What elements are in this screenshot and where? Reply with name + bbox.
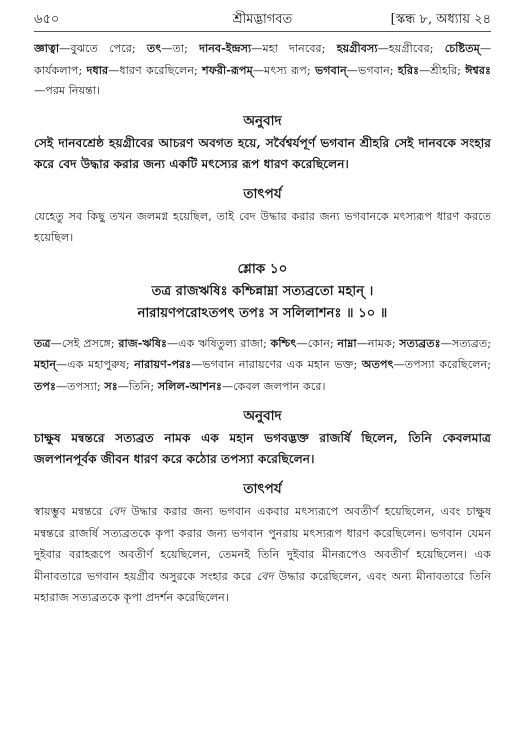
- gloss-term: সঃ: [104, 378, 118, 393]
- text-run: —এক মহাপুরুষ;: [56, 358, 135, 371]
- gloss-term: রাজ-ঋষিঃ: [118, 335, 167, 350]
- text-run: উদ্ধার করেছিলেন, এবং অন্য মীনাবতারে তিনি মহারাজ সত্যব্রতকে কৃপা প্রদর্শন করেছিলেন।: [34, 569, 491, 604]
- word-gloss-10: [34, 333, 491, 398]
- text-run: —মহা দানবের;: [251, 42, 337, 55]
- page-header: [34, 10, 491, 32]
- text-run: —মৎস্য রূপ;: [252, 63, 315, 77]
- verse-line-1: তত্র রাজঋষিঃ কশ্চিন্নাম্না সত্যব্রতো মহান্ ।: [151, 283, 374, 299]
- gloss-term: মহান্: [34, 357, 57, 371]
- text-run: —নামক;: [356, 336, 400, 350]
- gloss-term: নারায়ণ-পরঃ: [134, 357, 192, 371]
- text-run: —পরম নিয়ন্তা।: [34, 84, 101, 97]
- gloss-term: তপঃ: [34, 378, 56, 393]
- translation-heading-9: অনুবাদ: [243, 112, 282, 129]
- text-run: —ভগবান নারায়ণের এক মহান ভক্ত;: [191, 358, 362, 371]
- purport-heading-9: তাৎপর্য: [243, 185, 282, 202]
- text-run: —কোন;: [296, 336, 338, 350]
- text-run: —শ্রীহরি;: [419, 63, 466, 77]
- translation-9: সেই দানবশ্রেষ্ঠ হয়গ্রীবের আচরণ অবগত হয়ে, সর্বৈশ্বর্যপূর্ণ ভগবান শ্রীহরি সেই দানবকে সংহার করে বেদ উদ্ধার করার জন্য একটি মৎস্যের রূপ ধারণ করেছিলেন।: [34, 135, 491, 171]
- page-content: [34, 38, 491, 609]
- gloss-term: সত্যব্রতঃ: [399, 335, 441, 350]
- gloss-term: দানব-ইন্দ্রস্য: [199, 41, 252, 55]
- italic-term: বেদ: [108, 505, 126, 518]
- gloss-term: ভগবান্: [314, 62, 347, 77]
- gloss-term: দধার: [86, 62, 109, 77]
- text-run: —বুঝতে পেরে;: [59, 42, 147, 55]
- book-title: শ্রীমদ্ভাগবত: [232, 12, 293, 27]
- translation-10: চাক্ষুষ মন্বন্তরে সত্যব্রত নামক এক মহান ভগবদ্ভক্ত রাজর্ষি ছিলেন, তিনি কেবলমাত্র জলপানপূর্বক জীবন ধারণ করে কঠোর তপস্যা করেছিলেন।: [34, 431, 491, 466]
- text-run: —ধারণ করেছিলেন;: [108, 63, 203, 77]
- purport-9: যেহেতু সব কিছু তখন জলমগ্ন হয়েছিল, তাই বেদ উদ্ধার করার জন্য ভগবানকে মৎস্যরূপ ধারণ করতে হয়েছিল।: [34, 209, 491, 244]
- text-run: —এক ঋষিতুল্য রাজা;: [166, 336, 271, 350]
- text-run: —তপস্যা;: [55, 379, 105, 393]
- text-run: —সেই প্রসঙ্গে;: [50, 336, 119, 350]
- gloss-term: হরিঃ: [397, 62, 420, 77]
- translation-heading-10: অনুবাদ: [243, 408, 282, 424]
- header-divider: [34, 31, 491, 32]
- page-number: ৬৫০: [34, 12, 60, 27]
- gloss-term: হয়গ্রীবস্য: [336, 41, 378, 55]
- gloss-term: শফরী-রূপম্: [202, 62, 253, 77]
- text-run: —সত্যব্রত;: [440, 336, 491, 350]
- gloss-term: ঈশ্বরঃ: [465, 62, 492, 77]
- gloss-term: চেষ্টিতম্: [444, 41, 480, 55]
- sloka-heading-10: শ্লোক ১০: [237, 260, 288, 277]
- verse-line-2: নারায়ণপরোঽতপৎ তপঃ স সলিলাশনঃ ॥ ১০ ॥: [137, 305, 388, 321]
- italic-term: বেদ: [256, 569, 274, 583]
- gloss-term: তত্র: [34, 335, 51, 350]
- gloss-term: কশ্চিৎ: [270, 335, 297, 350]
- text-run: —ভগবান;: [346, 63, 398, 77]
- text-run: —কার্যকলাপ;: [34, 42, 492, 77]
- text-run: —তিনি;: [117, 379, 158, 393]
- purport-heading-10: তাৎপর্য: [243, 481, 282, 497]
- gloss-term: জ্ঞাত্বা: [34, 41, 60, 55]
- chapter-reference: [স্কন্ধ ৮, অধ্যায় ২৪: [390, 12, 491, 27]
- gloss-term: নাম্না: [337, 335, 357, 350]
- gloss-term: তৎ: [146, 41, 162, 55]
- text-run: —তপস্যা করেছিলেন;: [393, 358, 491, 371]
- word-gloss-9: [34, 38, 491, 102]
- text-run: স্বায়ম্ভুব মন্বন্তরে: [34, 505, 109, 518]
- text-run: —হয়গ্রীবের;: [377, 42, 445, 55]
- text-run: —তা;: [161, 42, 200, 55]
- purport-10: [34, 501, 491, 609]
- text-run: —কেবল জলপান করে।: [221, 379, 326, 393]
- text-run: উদ্ধার করার জন্য ভগবান একবার মৎস্যরূপে অবতীর্ণ হয়েছিলেন, এবং চাক্ষুষ মন্বন্তরে রাজর্ষি সত্যব্রতকে কৃপা করার জন্য ভগবান পুনরায় মৎস্যরূপ ধারণ করেছিলেন। ভগবান যেমন দুইবার বরাহরূপে অবতীর্ণ হয়েছিলেন, তেমনই তিনি দুইবার মীনরূপেও অবতীর্ণ হয়েছিলেন। এক মীনাবতারে ভগবান হয়গ্রীব অসুরকে সংহার করে: [34, 505, 491, 583]
- gloss-term: সলিল-আশনঃ: [157, 378, 222, 393]
- gloss-term: অতপৎ: [361, 357, 394, 371]
